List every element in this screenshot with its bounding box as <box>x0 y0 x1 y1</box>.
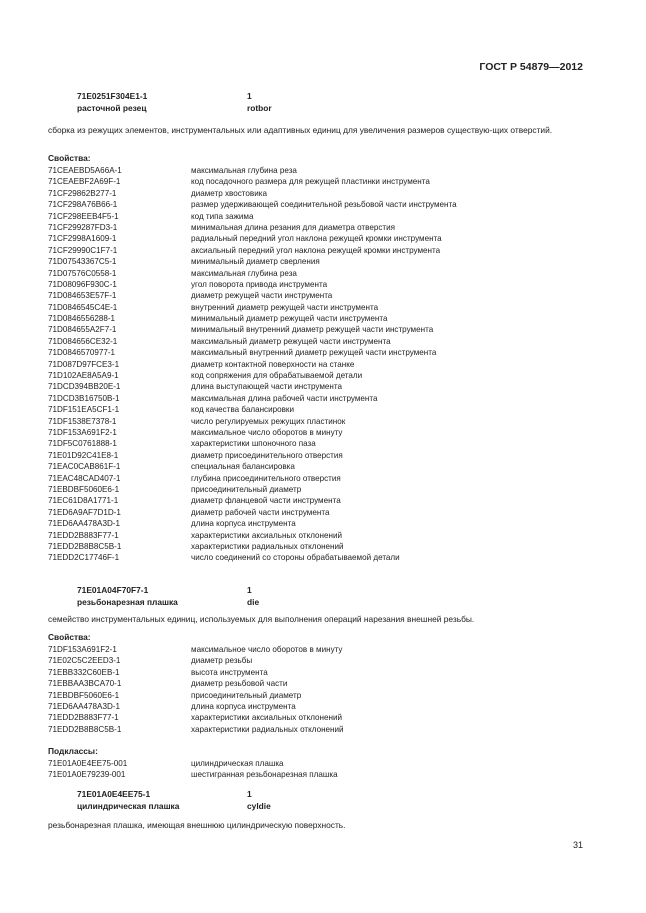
page-number: 31 <box>572 840 583 850</box>
property-code: 71D084653E57F-1 <box>48 291 117 301</box>
property-name: диаметр резьбы <box>191 656 253 666</box>
property-name: максимальный внутренний диаметр режущей части инструмента <box>191 348 437 358</box>
property-code: 71D07576C0558-1 <box>48 268 117 278</box>
property-name: код типа зажима <box>191 211 254 221</box>
properties-title: Свойства: <box>48 632 91 642</box>
property-code: 71EAC48CAD407-1 <box>48 473 121 483</box>
property-name: максимальное число оборотов в минуту <box>191 645 343 654</box>
property-name: диаметр режущей части инструмента <box>191 291 333 301</box>
property-name: характеристики аксиальных отклонений <box>191 530 343 540</box>
property-name: характеристики радиальных отклонений <box>191 724 344 734</box>
entry-name-ru: расточной резец <box>77 102 147 113</box>
property-name: диаметр хвостовика <box>191 188 267 198</box>
property-code: 71ED6AA478A3D-1 <box>48 519 120 529</box>
property-name: глубина присоединительного отверстия <box>191 473 341 483</box>
property-name: размер удерживающей соединительной резьбовой части инструмента <box>191 200 457 210</box>
entry-description: семейство инструментальных единиц, используемых для выполнения операций нарезания внешней резьбы. <box>48 614 475 624</box>
property-name: максимальная длина рабочей части инструмента <box>191 393 378 403</box>
property-name: цилиндрическая плашка <box>191 759 284 768</box>
property-name: характеристики аксиальных отклонений <box>191 713 343 723</box>
property-name: радиальный передний угол наклона режущей кромки инструмента <box>191 234 442 244</box>
property-name: код качества балансировки <box>191 405 294 415</box>
property-name: минимальный диаметр режущей части инструмента <box>191 314 388 324</box>
property-name: аксиальный передний угол наклона режущей кромки инструмента <box>191 245 441 255</box>
property-code: 71DCD394BB20E-1 <box>48 382 121 392</box>
property-code: 71DF1538E7378-1 <box>48 416 117 426</box>
property-name: число регулируемых режущих пластинок <box>191 416 346 426</box>
subclasses-title: Подклассы: <box>48 746 98 756</box>
entry-number: 1 <box>247 91 252 101</box>
property-code: 71EBDBF5060E6-1 <box>48 690 120 700</box>
property-code: 71EDD2B8B8C5B-1 <box>48 724 122 734</box>
property-name: максимальный диаметр режущей части инструмента <box>191 336 391 346</box>
properties-title: Свойства: <box>48 153 91 163</box>
property-code: 71EDD2B883F77-1 <box>48 530 119 540</box>
property-code: 71ED6AA478A3D-1 <box>48 701 120 711</box>
property-code: 71EDD2B883F77-1 <box>48 713 119 723</box>
property-name: характеристики шпоночного паза <box>191 439 316 449</box>
property-name: максимальное число оборотов в минуту <box>191 427 343 437</box>
entry-number: 1 <box>247 585 252 595</box>
property-code: 71DF153A691F2-1 <box>48 645 117 654</box>
property-name: присоединительный диаметр <box>191 484 302 494</box>
property-name: диаметр присоединительного отверстия <box>191 450 343 460</box>
document-header: ГОСТ Р 54879—2012 <box>479 61 583 73</box>
property-name: специальная балансировка <box>191 462 295 472</box>
entry-description: резьбонарезная плашка, имеющая внешнюю цилиндрическую поверхность. <box>48 820 346 830</box>
property-code: 71EC61D8A1771-1 <box>48 496 119 506</box>
property-name: длина корпуса инструмента <box>191 701 296 711</box>
property-code: 71CF29990C1F7-1 <box>48 245 118 255</box>
property-code: 71D0846556288-1 <box>48 314 116 324</box>
property-code: 71DCD3B16750B-1 <box>48 393 120 403</box>
property-name: присоединительный диаметр <box>191 690 302 700</box>
property-code: 71D087D97FCE3-1 <box>48 359 120 369</box>
property-name: минимальный внутренний диаметр режущей части инструмента <box>191 325 434 335</box>
entry-name-ru: резьбонарезная плашка <box>77 596 178 607</box>
property-code: 71D0846570977-1 <box>48 348 116 358</box>
property-code: 71CF298A76B66-1 <box>48 200 118 210</box>
property-code: 71CF29862B277-1 <box>48 188 117 198</box>
property-code: 71EAC0CAB861F-1 <box>48 462 121 472</box>
entry-number: 1 <box>247 789 252 799</box>
property-code: 71E01A0E4EE75-001 <box>48 759 128 768</box>
property-name: минимальная длина резания для диаметра отверстия <box>191 222 396 232</box>
property-name: длина корпуса инструмента <box>191 519 296 529</box>
property-code: 71D084656CE32-1 <box>48 336 118 346</box>
property-name: код посадочного размера для режущей пластинки инструмента <box>191 177 430 187</box>
property-code: 71D102AE8A5A9-1 <box>48 371 119 381</box>
property-name: диаметр фланцевой части инструмента <box>191 496 341 506</box>
property-code: 71EDD2C17746F-1 <box>48 553 120 563</box>
property-code: 71E01A0E79239-001 <box>48 770 126 780</box>
property-code: 71EBDBF5060E6-1 <box>48 484 120 494</box>
property-code: 71CF298EEB4F5-1 <box>48 211 119 221</box>
property-code: 71D08096F930C-1 <box>48 279 117 289</box>
property-code: 71D084655A2F7-1 <box>48 325 117 335</box>
entry-code: 71E01A04F70F7-1 <box>77 585 149 595</box>
property-code: 71E02C5C2EED3-1 <box>48 656 121 666</box>
property-name: высота инструмента <box>191 667 268 677</box>
entry-heading <box>77 585 260 608</box>
property-name: угол поворота привода инструмента <box>191 279 328 289</box>
property-name: число соединений со стороны обрабатываемой детали <box>191 553 400 563</box>
property-code: 71D07543367C5-1 <box>48 257 117 267</box>
entry-name-en: die <box>247 596 260 607</box>
entry-description: сборка из режущих элементов, инструментальных или адаптивных единиц для увеличения размеров существую-щих отверстий. <box>48 125 553 135</box>
property-name: диаметр рабочей части инструмента <box>191 507 330 517</box>
property-code: 71CF299287FD3-1 <box>48 222 118 232</box>
property-name: внутренний диаметр режущей части инструмента <box>191 302 379 312</box>
property-name: шестигранная резьбонарезная плашка <box>191 770 338 780</box>
property-code: 71D0846545C4E-1 <box>48 302 118 312</box>
entry-heading <box>77 789 271 812</box>
property-name: характеристики радиальных отклонений <box>191 541 344 551</box>
property-name: код сопряжения для обрабатываемой детали <box>191 371 363 381</box>
property-name: максимальная глубина реза <box>191 268 297 278</box>
entry-name-en: rotbor <box>247 102 272 113</box>
property-code: 71EBB332C60EB-1 <box>48 667 120 677</box>
property-name: минимальный диаметр сверления <box>191 257 320 267</box>
entry-code: 71E0251F304E1-1 <box>77 91 148 101</box>
property-code: 71ED6A9AF7D1D-1 <box>48 507 121 517</box>
property-code: 71DF5C0761888-1 <box>48 439 117 449</box>
property-code: 71EDD2B8B8C5B-1 <box>48 541 122 551</box>
property-code: 71DF153A691F2-1 <box>48 427 117 437</box>
property-name: диаметр контактной поверхности на станке <box>191 359 355 369</box>
property-name: диаметр резьбовой части <box>191 679 288 689</box>
entry-code: 71E01A0E4EE75-1 <box>77 789 151 799</box>
property-code: 71CEAEBF2A69F-1 <box>48 177 121 187</box>
entry-name-ru: цилиндрическая плашка <box>77 800 180 811</box>
entry-heading <box>77 91 272 114</box>
property-code: 71CEAEBD5A66A-1 <box>48 166 122 175</box>
property-code: 71EBBAA3BCA70-1 <box>48 679 122 689</box>
entry-name-en: cyldie <box>247 800 271 811</box>
property-code: 71CF2998A1609-1 <box>48 234 117 244</box>
property-name: максимальная глубина реза <box>191 166 297 175</box>
property-code: 71DF151EA5CF1-1 <box>48 405 120 415</box>
property-code: 71E01D92C41E8-1 <box>48 450 119 460</box>
property-name: длина выступающей части инструмента <box>191 382 342 392</box>
